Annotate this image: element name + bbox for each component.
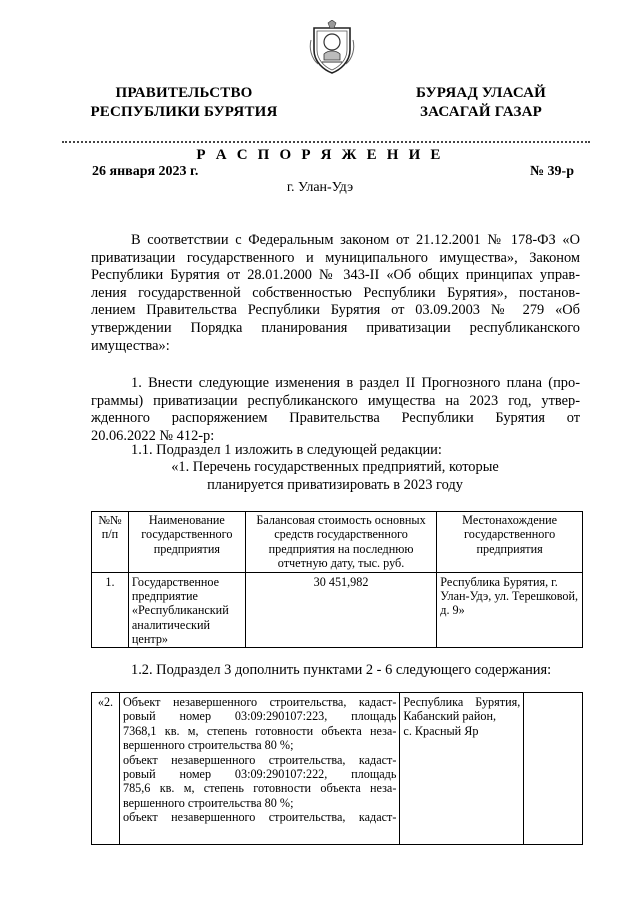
item-1-1-text: 1.1. Подраздел 1 изложить в следующей редакции:	[131, 442, 442, 458]
row-object-description	[119, 693, 399, 845]
description-line: вершенного строительства 80 %;	[122, 738, 294, 753]
preamble-line: Республики Бурятия от 28.01.2000 № 343-II «Об общих принципах управ-	[91, 267, 580, 284]
row-book-value: 30 451,982	[245, 572, 436, 647]
preamble-line: ления государственной собственностью Республики Бурятия», постанов-	[91, 284, 580, 301]
description-line: 785,6 кв. м, степень готовности объекта неза-	[122, 781, 397, 796]
row-number: «2.	[92, 693, 120, 845]
document-date: 26 января 2023 г.	[92, 164, 199, 179]
location-line: Республика Бурятия,	[403, 695, 521, 709]
header-right-line1: БУРЯАД УЛАСАЙ	[415, 85, 547, 101]
header-right-line2: ЗАСАГАЙ ГАЗАР	[420, 104, 542, 120]
location-line: Кабанский район,	[403, 709, 497, 724]
preamble-paragraph	[91, 232, 580, 355]
description-line: объект незавершенного строительства, кадаст-	[122, 810, 397, 825]
quoted-title-line2: планируется приватизировать в 2023 году	[207, 476, 463, 493]
description-line: ровый номер 03:09:290107:223, площадь	[122, 709, 397, 724]
preamble-line: имущества»:	[91, 337, 170, 354]
description-line: объект незавершенного строительства, кадаст-	[122, 752, 397, 767]
location-line: с. Красный Яр	[403, 723, 479, 738]
state-enterprises-table	[91, 511, 583, 648]
preamble-line: приватизации государственного и муниципального имущества», Законом	[91, 249, 580, 266]
header-left-line1: ПРАВИТЕЛЬСТВО	[115, 85, 253, 101]
preamble-line: лением Правительства Республики Бурятия от 03.09.2003 № 279 «Об	[91, 302, 580, 319]
header-left-line2: РЕСПУБЛИКИ БУРЯТИЯ	[90, 104, 278, 120]
item-1-line: 1. Внести следующие изменения в раздел II Прогнозного плана (про-	[131, 375, 580, 391]
table-row	[92, 572, 583, 647]
row-number: 1.	[92, 572, 129, 647]
document-number: № 39-р	[529, 164, 574, 179]
row-enterprise-name: Государственное предприятие «Республиканский аналитический центр»	[128, 572, 245, 647]
header-divider	[62, 141, 590, 143]
item-1-line: жденного распоряжением Правительства Республики Бурятия от	[91, 410, 580, 427]
row-location: Республика Бурятия, г. Улан-Удэ, ул. Терешковой, д. 9»	[437, 572, 583, 647]
column-header-book-value: Балансовая стоимость основных средств государственного предприятия на последнюю отчетную дату, тыс. руб.	[245, 512, 436, 573]
column-header-enterprise-name: Наименование государственного предприятия	[128, 512, 245, 573]
coat-of-arms-emblem	[308, 20, 356, 74]
item-1-2	[131, 662, 551, 680]
government-name-russian	[86, 84, 282, 122]
quoted-list-title	[150, 459, 520, 494]
column-header-location: Местонахождение государственного предприятия	[437, 512, 583, 573]
item-1-1	[131, 442, 580, 460]
item-1-2-text: 1.2. Подраздел 3 дополнить пунктами 2 - 6 следующего содержания:	[131, 662, 552, 678]
table-header-row	[92, 512, 583, 573]
quoted-title-line1: «1. Перечень государственных предприятий, которые	[171, 459, 499, 475]
document-city: г. Улан-Удэ	[286, 180, 354, 195]
row-extra	[524, 693, 583, 845]
description-line: вершенного строительства 80 %;	[122, 795, 294, 810]
column-header-number: №№ п/п	[92, 512, 129, 573]
description-line: ровый номер 03:09:290107:222, площадь	[122, 767, 397, 782]
table-row	[92, 693, 583, 845]
preamble-line: утверждении Порядка планирования приватизации республиканского	[91, 319, 580, 336]
government-name-buryat	[400, 84, 562, 122]
item-1-line: 20.06.2022 № 412-р:	[91, 427, 215, 444]
preamble-line: В соответствии с Федеральным законом от 21.12.2001 № 178-ФЗ «О	[131, 232, 580, 248]
property-objects-table	[91, 692, 583, 845]
description-line: 7368,1 кв. м, степень готовности объекта неза-	[122, 723, 397, 738]
description-line: Объект незавершенного строительства, кадаст-	[122, 695, 397, 709]
item-1-paragraph	[91, 375, 580, 445]
document-title: Р А С П О Р Я Ж Е Н И Е	[196, 147, 444, 163]
item-1-line: граммы) приватизации республиканского имущества на 2023 год, утвер-	[91, 392, 580, 409]
row-location	[400, 693, 524, 845]
